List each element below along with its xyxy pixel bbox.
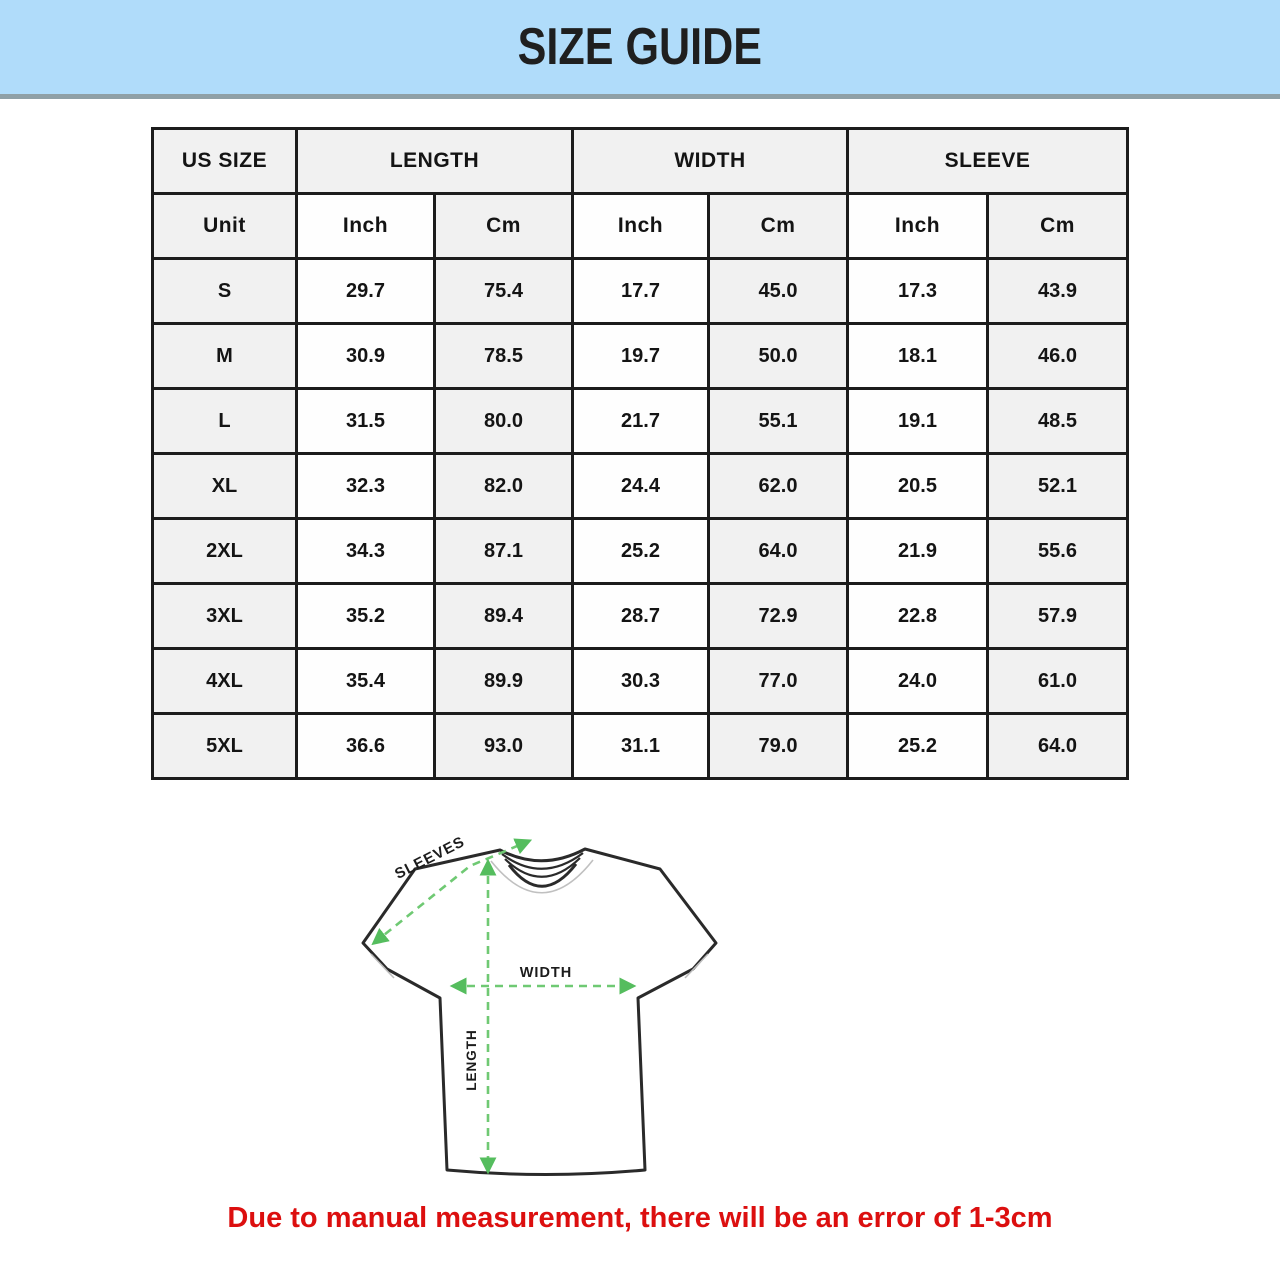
table-row [152,649,1127,714]
value-cell: 50.0 [709,324,848,389]
size-cell: S [152,259,296,324]
tshirt-diagram-svg [320,812,1020,1192]
value-cell: 89.4 [434,584,572,649]
value-cell: 57.9 [988,584,1128,649]
length-label: LENGTH [464,1029,479,1091]
value-cell: 89.9 [434,649,572,714]
value-cell: 31.5 [296,389,434,454]
value-cell: 87.1 [434,519,572,584]
size-cell: 5XL [152,714,296,779]
value-cell: 72.9 [709,584,848,649]
value-cell: 17.7 [573,259,709,324]
value-cell: 25.2 [848,714,988,779]
size-guide-banner [0,0,1280,99]
table-row [152,324,1127,389]
tshirt-measurement-diagram [320,812,1020,1192]
column-header-us-size: US SIZE [152,129,296,194]
column-header-sleeve: SLEEVE [848,129,1128,194]
width-inch-header: Inch [573,194,709,259]
sleeves-label: SLEEVES [392,833,468,883]
table-row [152,584,1127,649]
value-cell: 61.0 [988,649,1128,714]
value-cell: 55.1 [709,389,848,454]
table-row [152,454,1127,519]
page-title: SIZE GUIDE [517,18,763,76]
sleeve-cm-header: Cm [988,194,1128,259]
value-cell: 64.0 [988,714,1128,779]
value-cell: 52.1 [988,454,1128,519]
table-unit-row [152,194,1127,259]
value-cell: 80.0 [434,389,572,454]
value-cell: 35.2 [296,584,434,649]
table-row [152,259,1127,324]
column-header-width: WIDTH [573,129,848,194]
value-cell: 21.7 [573,389,709,454]
width-cm-header: Cm [709,194,848,259]
value-cell: 31.1 [573,714,709,779]
value-cell: 22.8 [848,584,988,649]
value-cell: 19.1 [848,389,988,454]
measurement-error-note: Due to manual measurement, there will be an error of 1-3cm [227,1202,1053,1234]
sleeve-inch-header: Inch [848,194,988,259]
size-cell: 4XL [152,649,296,714]
value-cell: 19.7 [573,324,709,389]
value-cell: 32.3 [296,454,434,519]
value-cell: 21.9 [848,519,988,584]
width-label: WIDTH [519,965,573,981]
value-cell: 29.7 [296,259,434,324]
value-cell: 62.0 [709,454,848,519]
size-cell: 3XL [152,584,296,649]
value-cell: 30.3 [573,649,709,714]
value-cell: 30.9 [296,324,434,389]
size-cell: 2XL [152,519,296,584]
value-cell: 18.1 [848,324,988,389]
unit-header: Unit [152,194,296,259]
length-cm-header: Cm [434,194,572,259]
value-cell: 46.0 [988,324,1128,389]
value-cell: 45.0 [709,259,848,324]
value-cell: 43.9 [988,259,1128,324]
size-table [151,127,1129,780]
value-cell: 79.0 [709,714,848,779]
value-cell: 35.4 [296,649,434,714]
value-cell: 20.5 [848,454,988,519]
value-cell: 75.4 [434,259,572,324]
table-group-header-row [152,129,1127,194]
tshirt-outline [363,849,716,1175]
value-cell: 64.0 [709,519,848,584]
length-inch-header: Inch [296,194,434,259]
column-header-length: LENGTH [296,129,572,194]
value-cell: 55.6 [988,519,1128,584]
value-cell: 25.2 [573,519,709,584]
value-cell: 24.4 [573,454,709,519]
table-row [152,714,1127,779]
value-cell: 28.7 [573,584,709,649]
value-cell: 36.6 [296,714,434,779]
table-row [152,519,1127,584]
value-cell: 24.0 [848,649,988,714]
value-cell: 17.3 [848,259,988,324]
value-cell: 77.0 [709,649,848,714]
value-cell: 78.5 [434,324,572,389]
value-cell: 82.0 [434,454,572,519]
value-cell: 34.3 [296,519,434,584]
size-cell: L [152,389,296,454]
size-cell: M [152,324,296,389]
size-cell: XL [152,454,296,519]
value-cell: 48.5 [988,389,1128,454]
table-row [152,389,1127,454]
value-cell: 93.0 [434,714,572,779]
